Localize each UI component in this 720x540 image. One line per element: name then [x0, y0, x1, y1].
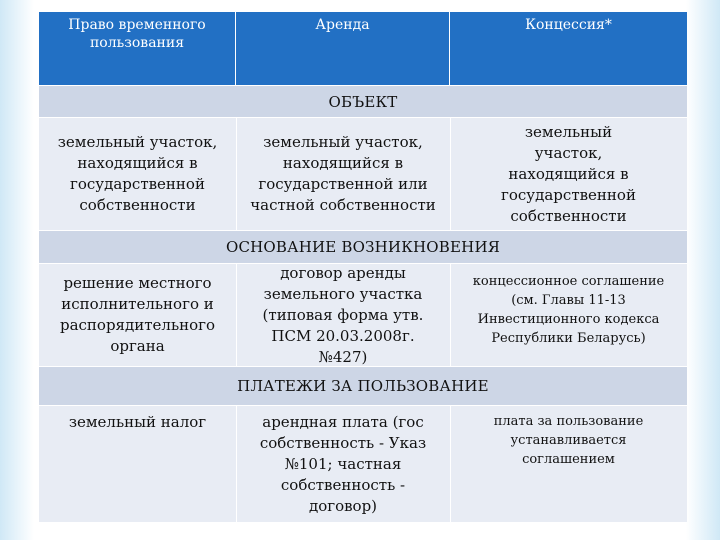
column-divider — [236, 118, 237, 230]
header-concession-label: Концессия* — [525, 17, 612, 33]
payments-temporary-use-text: земельный налог — [68, 413, 207, 431]
column-divider — [450, 406, 451, 522]
basis-temporary-use-text: решение местного исполнительного и распорядительного органа — [59, 274, 216, 355]
section-basis — [39, 230, 687, 264]
header-lease — [236, 12, 450, 85]
object-lease-text: земельный участок, находящийся в государственной или частной собственности — [250, 133, 436, 214]
section-basis-label: ОСНОВАНИЕ ВОЗНИКНОВЕНИЯ — [225, 238, 501, 256]
header-lease-label: Аренда — [315, 17, 370, 33]
basis-concession-text: концессионное соглашение (см. Главы 11-13 Инвестиционного кодекса Республики Беларусь) — [472, 274, 665, 346]
basis-temporary-use-cell — [39, 264, 236, 366]
header-temporary-use — [39, 12, 236, 85]
payments-lease-cell — [236, 406, 450, 522]
section-object — [39, 85, 687, 118]
payments-temporary-use-cell — [39, 406, 236, 522]
column-divider — [236, 406, 237, 522]
column-divider — [450, 118, 451, 230]
column-divider — [450, 264, 451, 366]
comparison-table — [39, 12, 687, 522]
object-concession-text: земельный участок, находящийся в государственной собственности — [501, 122, 636, 225]
column-divider — [236, 264, 237, 366]
basis-lease-cell — [236, 264, 450, 366]
section-payments-label: ПЛАТЕЖИ ЗА ПОЛЬЗОВАНИЕ — [237, 377, 489, 395]
object-temporary-use-cell — [39, 118, 236, 230]
payments-concession-text: плата за пользование устанавливается соглашением — [493, 414, 644, 467]
header-concession — [450, 12, 687, 85]
section-object-label: ОБЪЕКТ — [328, 92, 398, 111]
object-concession-cell — [450, 118, 687, 230]
object-temporary-use-text: земельный участок, находящийся в государственной собственности — [57, 133, 218, 214]
left-accent-decoration — [0, 0, 34, 540]
object-lease-cell — [236, 118, 450, 230]
payments-lease-text: арендная плата (гос собственность - Указ №101; частная собственность - договор) — [259, 412, 427, 515]
right-accent-decoration — [686, 0, 720, 540]
payments-concession-cell — [450, 406, 687, 522]
header-temporary-use-label: Право временного пользования — [68, 17, 206, 51]
section-payments — [39, 366, 687, 406]
basis-concession-cell — [450, 264, 687, 366]
basis-lease-text: договор аренды земельного участка (типовая форма утв. ПСМ 20.03.2008г. №427) — [262, 263, 424, 366]
